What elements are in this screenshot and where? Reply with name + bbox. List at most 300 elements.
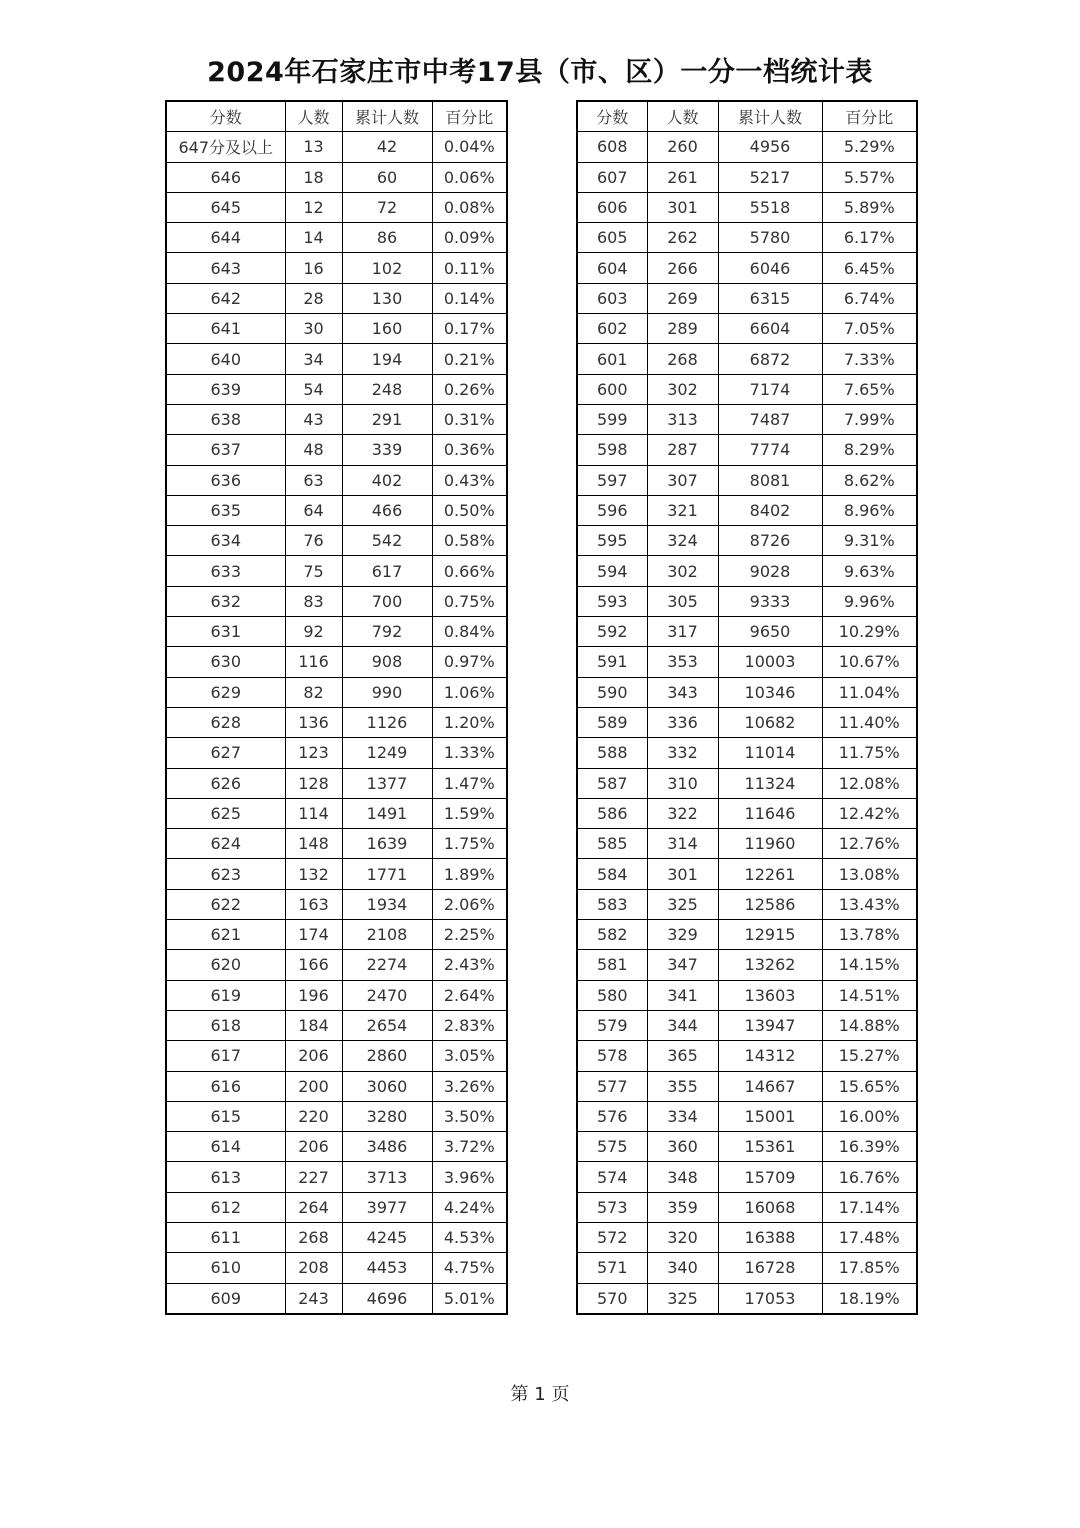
cell-percent: 12.08% — [822, 768, 917, 798]
cell-score: 607 — [577, 162, 647, 192]
cell-percent: 16.00% — [822, 1101, 917, 1131]
cell-percent: 4.24% — [432, 1192, 507, 1222]
cell-score: 582 — [577, 920, 647, 950]
cell-score: 579 — [577, 1010, 647, 1040]
cell-score: 576 — [577, 1101, 647, 1131]
cell-cumulative: 2274 — [342, 950, 432, 980]
cell-cumulative: 16388 — [718, 1222, 822, 1252]
cell-score: 614 — [166, 1132, 285, 1162]
cell-cumulative: 194 — [342, 344, 432, 374]
cell-count: 75 — [285, 556, 342, 586]
cell-percent: 8.96% — [822, 495, 917, 525]
cell-cumulative: 4453 — [342, 1253, 432, 1283]
cell-cumulative: 3977 — [342, 1192, 432, 1222]
cell-count: 174 — [285, 920, 342, 950]
table-row — [166, 1222, 507, 1252]
cell-count: 321 — [647, 495, 718, 525]
cell-count: 116 — [285, 647, 342, 677]
cell-cumulative: 8402 — [718, 495, 822, 525]
cell-cumulative: 7774 — [718, 435, 822, 465]
cell-score: 592 — [577, 617, 647, 647]
cell-cumulative: 3713 — [342, 1162, 432, 1192]
table-row — [166, 1041, 507, 1071]
cell-cumulative: 2108 — [342, 920, 432, 950]
header-count: 人数 — [285, 101, 342, 132]
cell-cumulative: 1771 — [342, 859, 432, 889]
cell-cumulative: 8726 — [718, 526, 822, 556]
table-row — [166, 1162, 507, 1192]
cell-cumulative: 9333 — [718, 586, 822, 616]
cell-count: 329 — [647, 920, 718, 950]
cell-cumulative: 86 — [342, 223, 432, 253]
cell-score: 589 — [577, 707, 647, 737]
cell-count: 200 — [285, 1071, 342, 1101]
cell-cumulative: 6872 — [718, 344, 822, 374]
cell-score: 586 — [577, 798, 647, 828]
cell-score: 608 — [577, 132, 647, 162]
cell-score: 628 — [166, 707, 285, 737]
cell-cumulative: 617 — [342, 556, 432, 586]
cell-score: 591 — [577, 647, 647, 677]
cell-percent: 2.64% — [432, 980, 507, 1010]
header-count: 人数 — [647, 101, 718, 132]
cell-count: 365 — [647, 1041, 718, 1071]
cell-cumulative: 15361 — [718, 1132, 822, 1162]
cell-cumulative: 5518 — [718, 192, 822, 222]
cell-percent: 5.57% — [822, 162, 917, 192]
cell-count: 320 — [647, 1222, 718, 1252]
table-row — [166, 920, 507, 950]
table-row — [166, 677, 507, 707]
table-row — [577, 162, 917, 192]
table-row — [577, 1041, 917, 1071]
cell-score: 570 — [577, 1283, 647, 1314]
cell-score: 594 — [577, 556, 647, 586]
cell-cumulative: 1126 — [342, 707, 432, 737]
cell-count: 82 — [285, 677, 342, 707]
table-row — [577, 647, 917, 677]
table-row — [577, 707, 917, 737]
cell-cumulative: 13262 — [718, 950, 822, 980]
cell-percent: 10.67% — [822, 647, 917, 677]
cell-percent: 0.36% — [432, 435, 507, 465]
cell-score: 618 — [166, 1010, 285, 1040]
cell-count: 184 — [285, 1010, 342, 1040]
cell-cumulative: 6046 — [718, 253, 822, 283]
cell-score: 633 — [166, 556, 285, 586]
cell-percent: 6.45% — [822, 253, 917, 283]
cell-score: 577 — [577, 1071, 647, 1101]
cell-percent: 10.29% — [822, 617, 917, 647]
cell-score: 580 — [577, 980, 647, 1010]
cell-count: 206 — [285, 1041, 342, 1071]
table-row — [577, 1071, 917, 1101]
cell-score: 590 — [577, 677, 647, 707]
cell-cumulative: 1377 — [342, 768, 432, 798]
cell-cumulative: 9650 — [718, 617, 822, 647]
cell-count: 336 — [647, 707, 718, 737]
table-row — [577, 435, 917, 465]
cell-cumulative: 542 — [342, 526, 432, 556]
cell-count: 355 — [647, 1071, 718, 1101]
cell-count: 48 — [285, 435, 342, 465]
cell-cumulative: 12261 — [718, 859, 822, 889]
table-row — [577, 829, 917, 859]
cell-cumulative: 11014 — [718, 738, 822, 768]
cell-percent: 8.62% — [822, 465, 917, 495]
table-row — [577, 1253, 917, 1283]
cell-score: 585 — [577, 829, 647, 859]
cell-percent: 0.17% — [432, 314, 507, 344]
table-row — [166, 495, 507, 525]
table-row — [577, 1222, 917, 1252]
cell-count: 266 — [647, 253, 718, 283]
cell-percent: 2.43% — [432, 950, 507, 980]
cell-percent: 5.89% — [822, 192, 917, 222]
cell-score: 572 — [577, 1222, 647, 1252]
cell-score: 622 — [166, 889, 285, 919]
cell-count: 132 — [285, 859, 342, 889]
cell-count: 114 — [285, 798, 342, 828]
cell-percent: 0.31% — [432, 404, 507, 434]
table-row — [577, 980, 917, 1010]
cell-score: 615 — [166, 1101, 285, 1131]
table-row — [166, 1132, 507, 1162]
cell-percent: 0.21% — [432, 344, 507, 374]
cell-count: 332 — [647, 738, 718, 768]
cell-percent: 0.06% — [432, 162, 507, 192]
cell-score: 604 — [577, 253, 647, 283]
cell-cumulative: 4696 — [342, 1283, 432, 1314]
table-row — [577, 344, 917, 374]
table-row — [166, 798, 507, 828]
cell-percent: 17.48% — [822, 1222, 917, 1252]
cell-score: 595 — [577, 526, 647, 556]
cell-percent: 0.08% — [432, 192, 507, 222]
cell-percent: 5.01% — [432, 1283, 507, 1314]
header-percent: 百分比 — [432, 101, 507, 132]
cell-count: 353 — [647, 647, 718, 677]
cell-percent: 1.33% — [432, 738, 507, 768]
cell-percent: 3.72% — [432, 1132, 507, 1162]
cell-percent: 0.66% — [432, 556, 507, 586]
score-table-right — [576, 100, 918, 1315]
cell-score: 624 — [166, 829, 285, 859]
table-row — [577, 617, 917, 647]
table-row — [577, 132, 917, 162]
cell-percent: 14.88% — [822, 1010, 917, 1040]
cell-score: 599 — [577, 404, 647, 434]
cell-cumulative: 13947 — [718, 1010, 822, 1040]
cell-cumulative: 10346 — [718, 677, 822, 707]
table-row — [577, 859, 917, 889]
cell-percent: 17.14% — [822, 1192, 917, 1222]
cell-count: 359 — [647, 1192, 718, 1222]
table-row — [166, 526, 507, 556]
table-row — [166, 192, 507, 222]
cell-score: 639 — [166, 374, 285, 404]
cell-percent: 12.42% — [822, 798, 917, 828]
cell-score: 627 — [166, 738, 285, 768]
cell-score: 588 — [577, 738, 647, 768]
cell-count: 208 — [285, 1253, 342, 1283]
cell-cumulative: 7174 — [718, 374, 822, 404]
cell-percent: 1.59% — [432, 798, 507, 828]
cell-cumulative: 2470 — [342, 980, 432, 1010]
cell-score: 581 — [577, 950, 647, 980]
cell-percent: 4.75% — [432, 1253, 507, 1283]
cell-percent: 15.27% — [822, 1041, 917, 1071]
cell-percent: 0.75% — [432, 586, 507, 616]
cell-cumulative: 11324 — [718, 768, 822, 798]
cell-score: 613 — [166, 1162, 285, 1192]
table-row — [166, 1071, 507, 1101]
table-row — [577, 192, 917, 222]
table-row — [166, 283, 507, 313]
table-row — [166, 829, 507, 859]
cell-percent: 9.96% — [822, 586, 917, 616]
cell-count: 287 — [647, 435, 718, 465]
cell-count: 83 — [285, 586, 342, 616]
cell-cumulative: 1249 — [342, 738, 432, 768]
cell-cumulative: 3060 — [342, 1071, 432, 1101]
cell-count: 340 — [647, 1253, 718, 1283]
cell-count: 136 — [285, 707, 342, 737]
table-row — [166, 889, 507, 919]
cell-count: 123 — [285, 738, 342, 768]
cell-percent: 2.25% — [432, 920, 507, 950]
cell-count: 307 — [647, 465, 718, 495]
cell-cumulative: 60 — [342, 162, 432, 192]
cell-score: 643 — [166, 253, 285, 283]
table-row — [166, 707, 507, 737]
cell-count: 243 — [285, 1283, 342, 1314]
cell-score: 612 — [166, 1192, 285, 1222]
cell-cumulative: 8081 — [718, 465, 822, 495]
table-row — [166, 374, 507, 404]
cell-count: 313 — [647, 404, 718, 434]
cell-count: 227 — [285, 1162, 342, 1192]
cell-percent: 16.76% — [822, 1162, 917, 1192]
cell-percent: 11.75% — [822, 738, 917, 768]
cell-count: 220 — [285, 1101, 342, 1131]
cell-cumulative: 14312 — [718, 1041, 822, 1071]
cell-count: 206 — [285, 1132, 342, 1162]
cell-count: 128 — [285, 768, 342, 798]
cell-cumulative: 792 — [342, 617, 432, 647]
cell-score: 573 — [577, 1192, 647, 1222]
cell-cumulative: 10682 — [718, 707, 822, 737]
cell-cumulative: 102 — [342, 253, 432, 283]
cell-cumulative: 4245 — [342, 1222, 432, 1252]
cell-percent: 9.63% — [822, 556, 917, 586]
header-percent: 百分比 — [822, 101, 917, 132]
cell-cumulative: 9028 — [718, 556, 822, 586]
cell-cumulative: 17053 — [718, 1283, 822, 1314]
cell-percent: 11.04% — [822, 677, 917, 707]
cell-percent: 3.05% — [432, 1041, 507, 1071]
cell-cumulative: 6604 — [718, 314, 822, 344]
cell-count: 343 — [647, 677, 718, 707]
cell-percent: 6.17% — [822, 223, 917, 253]
cell-percent: 7.65% — [822, 374, 917, 404]
cell-count: 92 — [285, 617, 342, 647]
cell-score: 623 — [166, 859, 285, 889]
cell-score: 600 — [577, 374, 647, 404]
cell-percent: 0.43% — [432, 465, 507, 495]
cell-count: 18 — [285, 162, 342, 192]
table-row — [577, 1192, 917, 1222]
cell-count: 314 — [647, 829, 718, 859]
cell-score: 571 — [577, 1253, 647, 1283]
cell-percent: 0.84% — [432, 617, 507, 647]
cell-percent: 3.50% — [432, 1101, 507, 1131]
cell-percent: 13.43% — [822, 889, 917, 919]
cell-score: 640 — [166, 344, 285, 374]
table-row — [166, 617, 507, 647]
cell-score: 647分及以上 — [166, 132, 285, 162]
cell-percent: 1.20% — [432, 707, 507, 737]
table-row — [577, 404, 917, 434]
cell-percent: 8.29% — [822, 435, 917, 465]
cell-count: 302 — [647, 374, 718, 404]
cell-count: 148 — [285, 829, 342, 859]
cell-count: 322 — [647, 798, 718, 828]
cell-count: 324 — [647, 526, 718, 556]
cell-cumulative: 291 — [342, 404, 432, 434]
cell-percent: 2.83% — [432, 1010, 507, 1040]
table-row — [577, 920, 917, 950]
cell-percent: 6.74% — [822, 283, 917, 313]
cell-count: 348 — [647, 1162, 718, 1192]
cell-count: 325 — [647, 1283, 718, 1314]
table-row — [577, 798, 917, 828]
cell-cumulative: 3280 — [342, 1101, 432, 1131]
table-row — [577, 768, 917, 798]
cell-cumulative: 42 — [342, 132, 432, 162]
cell-cumulative: 11646 — [718, 798, 822, 828]
cell-score: 630 — [166, 647, 285, 677]
cell-score: 644 — [166, 223, 285, 253]
cell-score: 606 — [577, 192, 647, 222]
cell-cumulative: 700 — [342, 586, 432, 616]
table-row — [166, 404, 507, 434]
cell-score: 645 — [166, 192, 285, 222]
cell-percent: 12.76% — [822, 829, 917, 859]
cell-score: 629 — [166, 677, 285, 707]
cell-score: 626 — [166, 768, 285, 798]
cell-cumulative: 2654 — [342, 1010, 432, 1040]
cell-percent: 3.96% — [432, 1162, 507, 1192]
cell-count: 269 — [647, 283, 718, 313]
cell-count: 264 — [285, 1192, 342, 1222]
cell-cumulative: 908 — [342, 647, 432, 677]
cell-percent: 0.97% — [432, 647, 507, 677]
cell-percent: 7.99% — [822, 404, 917, 434]
cell-percent: 9.31% — [822, 526, 917, 556]
table-row — [577, 314, 917, 344]
cell-score: 574 — [577, 1162, 647, 1192]
cell-count: 30 — [285, 314, 342, 344]
cell-count: 261 — [647, 162, 718, 192]
cell-count: 43 — [285, 404, 342, 434]
cell-cumulative: 12915 — [718, 920, 822, 950]
cell-percent: 4.53% — [432, 1222, 507, 1252]
cell-cumulative: 10003 — [718, 647, 822, 677]
cell-cumulative: 1639 — [342, 829, 432, 859]
cell-score: 616 — [166, 1071, 285, 1101]
cell-percent: 15.65% — [822, 1071, 917, 1101]
cell-score: 610 — [166, 1253, 285, 1283]
cell-cumulative: 12586 — [718, 889, 822, 919]
cell-score: 611 — [166, 1222, 285, 1252]
cell-count: 325 — [647, 889, 718, 919]
cell-cumulative: 6315 — [718, 283, 822, 313]
cell-count: 196 — [285, 980, 342, 1010]
cell-score: 598 — [577, 435, 647, 465]
cell-count: 305 — [647, 586, 718, 616]
table-header-row — [577, 101, 917, 132]
table-header-row — [166, 101, 507, 132]
cell-percent: 1.47% — [432, 768, 507, 798]
cell-count: 163 — [285, 889, 342, 919]
table-row — [166, 980, 507, 1010]
table-row — [166, 556, 507, 586]
cell-cumulative: 402 — [342, 465, 432, 495]
cell-count: 76 — [285, 526, 342, 556]
cell-score: 596 — [577, 495, 647, 525]
cell-score: 638 — [166, 404, 285, 434]
cell-score: 597 — [577, 465, 647, 495]
table-row — [166, 768, 507, 798]
cell-cumulative: 1491 — [342, 798, 432, 828]
table-row — [577, 283, 917, 313]
cell-score: 621 — [166, 920, 285, 950]
cell-cumulative: 16068 — [718, 1192, 822, 1222]
table-row — [166, 314, 507, 344]
table-row — [577, 1101, 917, 1131]
table-row — [577, 1283, 917, 1314]
cell-count: 302 — [647, 556, 718, 586]
cell-cumulative: 248 — [342, 374, 432, 404]
cell-cumulative: 11960 — [718, 829, 822, 859]
header-score: 分数 — [577, 101, 647, 132]
cell-score: 593 — [577, 586, 647, 616]
cell-count: 64 — [285, 495, 342, 525]
cell-count: 262 — [647, 223, 718, 253]
cell-cumulative: 5217 — [718, 162, 822, 192]
header-cumulative: 累计人数 — [342, 101, 432, 132]
cell-score: 587 — [577, 768, 647, 798]
cell-count: 341 — [647, 980, 718, 1010]
cell-score: 632 — [166, 586, 285, 616]
cell-count: 34 — [285, 344, 342, 374]
cell-cumulative: 130 — [342, 283, 432, 313]
cell-cumulative: 16728 — [718, 1253, 822, 1283]
cell-count: 12 — [285, 192, 342, 222]
cell-cumulative: 160 — [342, 314, 432, 344]
cell-percent: 7.33% — [822, 344, 917, 374]
cell-cumulative: 15001 — [718, 1101, 822, 1131]
table-row — [577, 1132, 917, 1162]
cell-cumulative: 466 — [342, 495, 432, 525]
cell-percent: 1.06% — [432, 677, 507, 707]
cell-count: 166 — [285, 950, 342, 980]
table-row — [577, 253, 917, 283]
cell-percent: 7.05% — [822, 314, 917, 344]
cell-count: 13 — [285, 132, 342, 162]
cell-score: 601 — [577, 344, 647, 374]
